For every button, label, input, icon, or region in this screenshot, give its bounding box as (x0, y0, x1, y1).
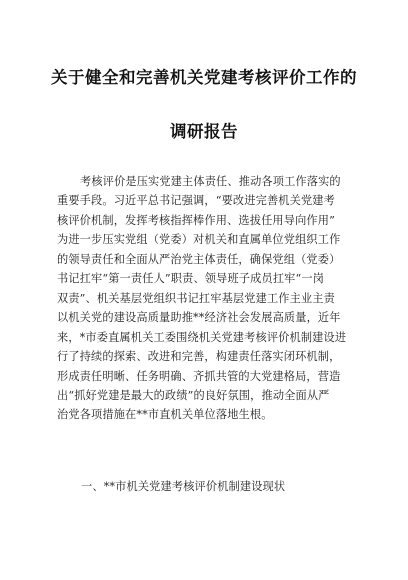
section-heading: 一、**市机关党建考核评价机制建设现状 (81, 480, 286, 493)
document-title-line-2: 调研报告 (170, 122, 238, 141)
paragraph-line: 书记扛牢“第一责任人”职责、领导班子成员扛牢“一岗 (57, 272, 325, 286)
paragraph-line: 形成责任明晰、任务明确、齐抓共管的大党建格局，营造 (57, 369, 341, 383)
paragraph-line: 双责”、机关基层党组织书记扛牢基层党建工作主业主责 (57, 291, 335, 305)
paragraph-line: 考核评价是压实党建主体责任、推动各项工作落实的 (80, 175, 341, 188)
paragraph-line: 以机关党的建设高质量助推**经济社会发展高质量，近年 (57, 311, 341, 325)
paragraph-line: 重要手段。习近平总书记强调，“要改进完善机关党建考 (57, 194, 335, 208)
paragraph-line: 核评价机制，发挥考核指挥棒作用、选拔任用导向作用” (57, 213, 335, 227)
paragraph-line: 为进一步压实党组（党委）对机关和直属单位党组织工作 (57, 233, 341, 247)
paragraph-line: 行了持续的探索、改进和完善，构建责任落实闭环机制， (57, 350, 341, 364)
paragraph-line: 出“抓好党建是最大的政绩”的良好氛围，推动全面从严 (57, 388, 330, 402)
body-paragraph (57, 172, 351, 425)
paragraph-line: 来，*市委直属机关工委围绕机关党建考核评价机制建设进 (57, 330, 347, 344)
document-title-line-1: 关于健全和完善机关党建考核评价工作的 (51, 68, 357, 87)
paragraph-line: 治党各项措施在**市直机关单位落地生根。 (57, 408, 273, 422)
paragraph-line: 的领导责任和全面从严治党主体责任，确保党组（党委） (57, 252, 341, 266)
